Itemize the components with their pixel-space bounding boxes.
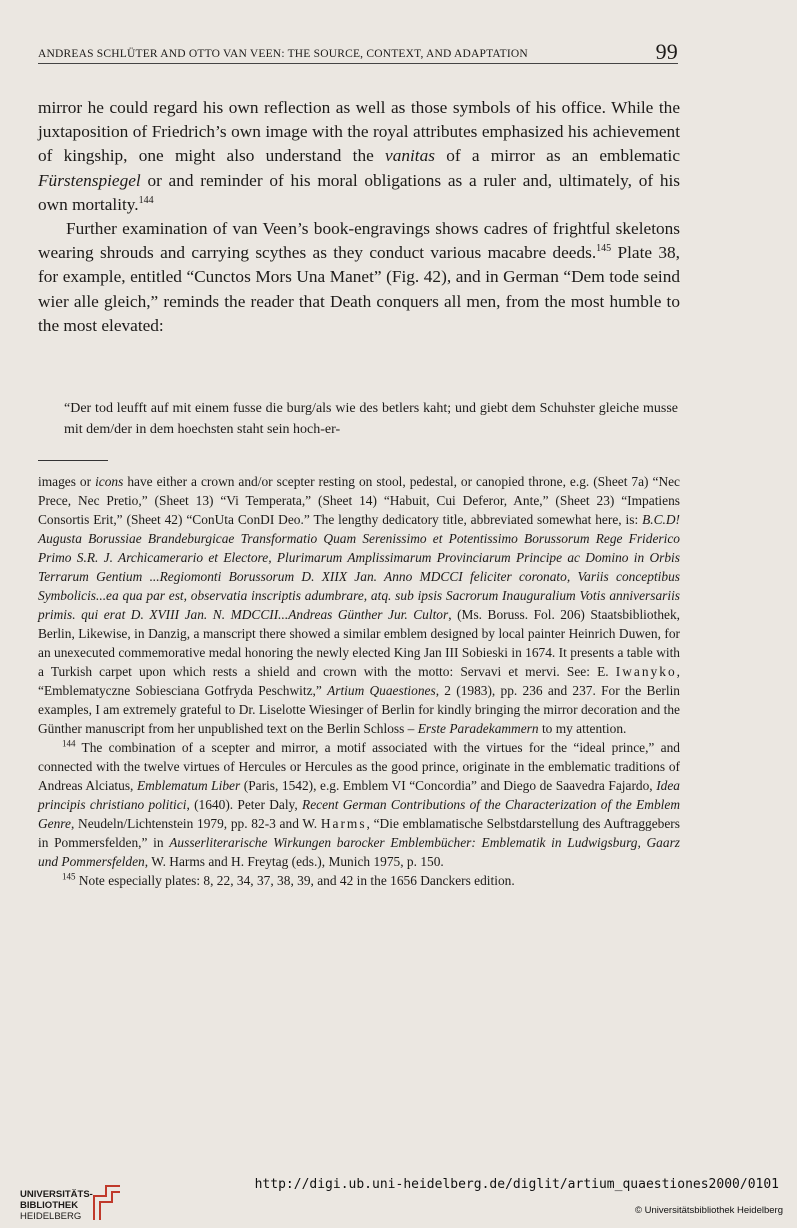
running-title: ANDREAS SCHLÜTER AND OTTO VAN VEEN: THE SOURCE, CONTEXT, AND ADAPTATION (38, 48, 528, 60)
footnote-ref: 144 (138, 195, 154, 207)
footnote-143-continued: images or icons have either a crown and/or scepter resting on stool, pedestal, or canopied throne, e.g. (Sheet 7a) “Nec Prece, Nec Pretio,” (Sheet 13) “Vi Temperata,” (Sheet 14) “Habuit, Cui Deferor, Ante,” (Sheet 23) “Impatiens Consortis Erit,” (Sheet 42) “ConUta ConDI Deo.” The lengthy dedicatory title, abbreviated somewhat here, is: B.C.D! Augusta Borussiae Brandeburgicae Transformatio Quam Serenissimo et Potentissimo Borussorum Rege Friderico Primo S.R. J. Archicamerario et Electore, Plurimarum Amplissimarum Provinciarum Principe ac Domino in Orbis Terrarum Gentium ...Regiomonti Borussorum D. XIIX Jan. Anno MDCCI feliciter coronato, Variis conceptibus Symbolicis...ea qua par est, observatia inscriptis adumbrare, atq. sub ipsis Sacrorum Inauguralium Votis anniversariis primis. qui erat D. XVIII Jan. N. MDCCII...Andreas Günther Jur. Cultor, (Ms. Boruss. Fol. 206) Staatsbibliothek, Berlin, Likewise, in Danzig, a manscript there showed a similar emblem designed by local painter Heinrich Duwen, for an unexecuted commemorative medal honoring the newly elected King Jan III Sobieski in 1674. It presents a table with a Turkish carpet upon which rests a shield and crown with the motto: Servavi et mervi. See: E. Iwanyko, “Emblematyczne Sobiesciana Gotfryda Peschwitz,” Artium Quaestiones, 2 (1983), pp. 236 and 237. For the Berlin examples, I am extremely grateful to Dr. Liselotte Wiesinger of Berlin for kindly bringing the mirror decoration and the Günther manuscript from her unpublished text on the Berlin Schloss – Erste Paradekammern to my attention. (38, 474, 680, 736)
main-text (38, 96, 680, 338)
library-footer (0, 1166, 797, 1228)
paragraph: Further examination of van Veen’s book-engravings shows cadres of frightful skeletons wearing shrouds and carrying scythes as they conduct various macabre deeds.$^{145}$ Plate 38, for example, entitled “Cunctos Mors Una Manet” (Fig. 42), and in German “Dem tode seind wier alle gleich,” reminds the reader that Death conquers all men, from the most humble to the most elevated: (38, 219, 680, 335)
footnote-145: $^{145}$ Note especially plates: 8, 22, 34, 37, 38, 39, and 42 in the 1656 Danckers edition. (62, 871, 515, 888)
paragraph: mirror he could regard his own reflection as well as those symbols of his office. While the juxtaposition of Friedrich’s own image with the royal attributes emphasized his achievement of kingship, one might also understand the vanitas of a mirror as an emblematic Fürstenspiegel or and reminder of his moral obligations as a ruler and, ultimately, of his own mortality.$^{144}$ (38, 98, 680, 214)
running-header (38, 39, 678, 64)
permalink-url[interactable]: http://digi.ub.uni-heidelberg.de/diglit/artium_quaestiones2000/0101 (254, 1177, 779, 1192)
footnote-144: $^{144}$ The combination of a scepter and mirror, a motif associated with the virtues for the “ideal prince,” and connected with the twelve virtues of Hercules or Hercules as the good prince, originate in the emblematic traditions of Andreas Alciatus, Emblematum Liber (Paris, 1542), e.g. Emblem VI “Concordia” and Diego de Saavedra Fajardo, Idea principis christiano politici, (1640). Peter Daly, Recent German Contributions of the Characterization of the Emblem Genre, Neudeln/Lichtenstein 1979, pp. 82-3 and W. Harms, “Die emblamatische Selbstdarstellung des Auftraggebers in Pommersfelden,” in Ausserliterarische Wirkungen barocker Emblembücher: Emblematik in Ludwigsburg, Gaarz und Pommersfelden, W. Harms and H. Freytag (eds.), Munich 1975, p. 150. (38, 738, 680, 869)
block-quote: “Der tod leufft auf mit einem fusse die burg/als wie des betlers kaht; und giebt dem Schuhster gleiche musse mit dem/der in dem hoechsten staht sein hoch-er- (64, 401, 678, 437)
footnote-ref: 145 (596, 243, 612, 255)
footnote-divider (38, 460, 108, 461)
copyright-notice: © Universitätsbibliothek Heidelberg (635, 1205, 783, 1216)
library-emblem-icon (90, 1182, 124, 1222)
footnotes (38, 472, 680, 890)
page-number: 99 (655, 39, 678, 64)
library-logo: UNIVERSITÄTS- BIBLIOTHEK HEIDELBERG (10, 1176, 140, 1222)
